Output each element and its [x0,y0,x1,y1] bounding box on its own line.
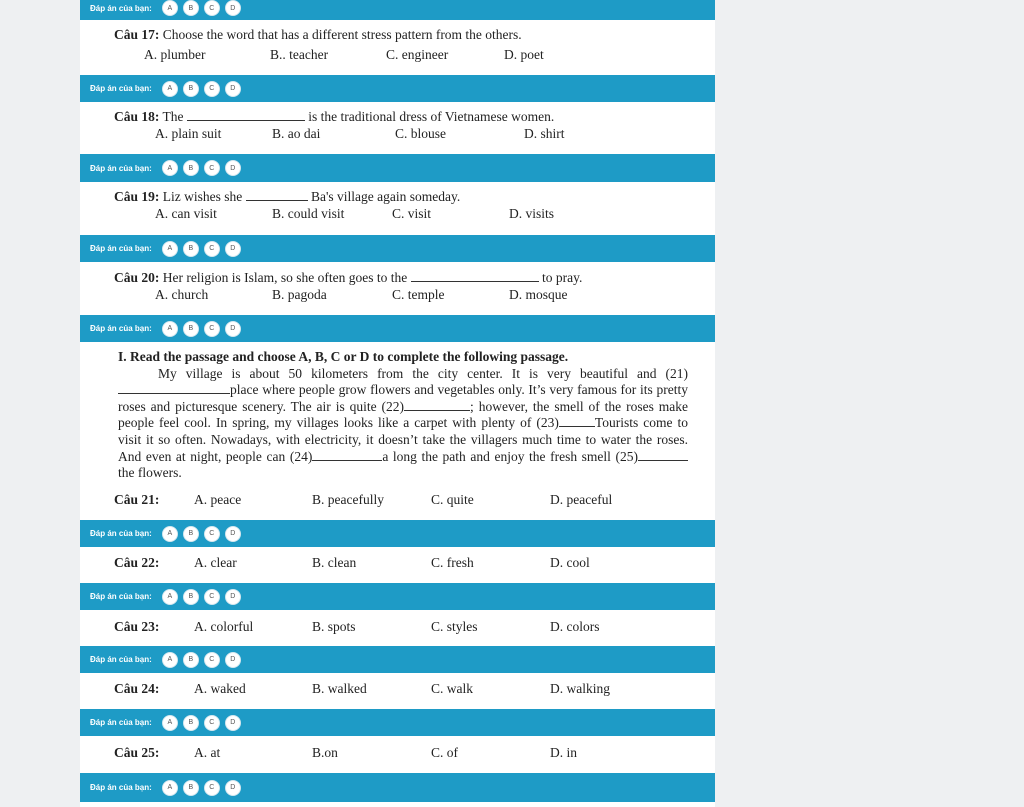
option-a-button[interactable]: A [162,241,178,257]
q18-option-a: A. plain suit [155,126,222,141]
q24-option-b: B. walked [312,681,367,696]
q22-option-c: C. fresh [431,555,474,570]
option-b-button[interactable]: B [183,589,199,605]
answer-bar-label: Đáp án của bạn: [90,592,152,601]
q20-option-b: B. pagoda [272,287,327,302]
answer-bar-q23 [80,646,715,673]
answer-blank [187,109,305,121]
option-d-button[interactable]: D [225,526,241,542]
question-text-start: Liz wishes she [159,189,243,204]
q17-option-c: C. engineer [386,47,449,62]
q19-option-a: A. can visit [155,206,217,221]
question-text-start: The [159,109,184,124]
q17-option-b: B.. teacher [270,47,329,62]
q19-option-b: B. could visit [272,206,345,221]
option-b-button[interactable]: B [183,241,199,257]
answer-bar-q21 [80,520,715,547]
q19-option-c: C. visit [392,206,432,221]
question-number: Câu 17: [114,27,160,42]
q25-option-a: A. at [194,745,221,760]
q20-option-d: D. mosque [509,287,568,302]
q17-option-d: D. poet [504,47,544,62]
q22-option-d: D. cool [550,555,590,570]
option-a-button[interactable]: A [162,81,178,97]
option-a-button[interactable]: A [162,0,178,16]
option-c-button[interactable]: C [204,81,220,97]
answer-bar-label: Đáp án của bạn: [90,655,152,664]
option-b-button[interactable]: B [183,0,199,16]
q24-option-c: C. walk [431,681,473,696]
q18-option-c: C. blouse [395,126,447,141]
option-d-button[interactable]: D [225,241,241,257]
option-d-button[interactable]: D [225,715,241,731]
q23-option-d: D. colors [550,619,600,634]
option-c-button[interactable]: C [204,0,220,16]
question-21-number: Câu 21: [114,492,160,507]
question-17 [114,27,522,43]
passage-heading: I. Read the passage and choose A, B, C or D to complete the following passage. [118,349,569,364]
question-18 [114,109,554,125]
option-a-button[interactable]: A [162,589,178,605]
option-a-button[interactable]: A [162,321,178,337]
q24-option-d: D. walking [550,681,610,696]
question-19 [114,189,460,205]
answer-bar-q18 [80,154,715,182]
answer-bar-q16 [80,0,715,20]
option-a-button[interactable]: A [162,526,178,542]
answer-bar-label: Đáp án của bạn: [90,3,152,13]
q19-option-d: D. visits [509,206,555,221]
answer-blank [411,270,539,282]
answer-blank [246,189,308,201]
option-c-button[interactable]: C [204,160,220,176]
question-24-number: Câu 24: [114,681,160,696]
question-20 [114,270,582,286]
question-text: Choose the word that has a different stress pattern from the others. [159,27,522,42]
q20-option-c: C. temple [392,287,445,302]
question-number: Câu 18: [114,109,160,124]
option-c-button[interactable]: C [204,589,220,605]
option-d-button[interactable]: D [225,780,241,796]
question-text-end: is the traditional dress of Vietnamese women. [304,109,555,124]
answer-bar-label: Đáp án của bạn: [90,718,152,727]
option-d-button[interactable]: D [225,0,241,16]
option-a-button[interactable]: A [162,715,178,731]
q22-option-b: B. clean [312,555,357,570]
answer-bar-q17 [80,75,715,102]
q25-option-c: C. of [431,745,458,760]
question-number: Câu 20: [114,270,160,285]
question-text-end: Ba's village again someday. [307,189,461,204]
q23-option-c: C. styles [431,619,478,634]
option-c-button[interactable]: C [204,652,220,668]
question-number: Câu 19: [114,189,160,204]
answer-bar-q25 [80,773,715,802]
q18-option-b: B. ao dai [272,126,321,141]
option-d-button[interactable]: D [225,652,241,668]
option-c-button[interactable]: C [204,526,220,542]
question-text-end: to pray. [538,270,583,285]
option-c-button[interactable]: C [204,780,220,796]
answer-bar-q22 [80,583,715,610]
question-text-start: Her religion is Islam, so she often goes to the [159,270,408,285]
q20-option-a: A. church [155,287,209,302]
q18-option-d: D. shirt [524,126,565,141]
q22-option-a: A. clear [194,555,237,570]
option-b-button[interactable]: B [183,780,199,796]
question-22-number: Câu 22: [114,555,160,570]
option-d-button[interactable]: D [225,81,241,97]
option-c-button[interactable]: C [204,241,220,257]
q21-option-c: C. quite [431,492,474,507]
answer-bar-label: Đáp án của bạn: [90,84,152,93]
answer-bar-label: Đáp án của bạn: [90,163,152,173]
q25-option-d: D. in [550,745,577,760]
q24-option-a: A. waked [194,681,246,696]
q21-option-b: B. peacefully [312,492,384,507]
option-b-button[interactable]: B [183,81,199,97]
option-b-button[interactable]: B [183,321,199,337]
option-b-button[interactable]: B [183,526,199,542]
answer-bar-q19 [80,235,715,262]
q23-option-b: B. spots [312,619,356,634]
question-23-number: Câu 23: [114,619,160,634]
q17-option-a: A. plumber [144,47,206,62]
answer-bar-label: Đáp án của bạn: [90,529,152,538]
option-d-button[interactable]: D [225,589,241,605]
answer-bar-label: Đáp án của bạn: [90,324,152,333]
option-a-button[interactable]: A [162,160,178,176]
q21-option-d: D. peaceful [550,492,613,507]
option-d-button[interactable]: D [225,160,241,176]
answer-bar-label: Đáp án của bạn: [90,783,152,792]
q21-option-a: A. peace [194,492,242,507]
option-b-button[interactable]: B [183,652,199,668]
q23-option-a: A. colorful [194,619,254,634]
option-a-button[interactable]: A [162,780,178,796]
answer-bar-label: Đáp án của bạn: [90,244,152,253]
option-d-button[interactable]: D [225,321,241,337]
q25-option-b: B.on [312,745,338,760]
passage-body: My village is about 50 kilometers from the city center. It is very beautiful and (21)place where people grow flowers and vegetables only. It’s very famous for its pretty roses and picturesque scenery. The air is quite (22) ; however, the smell of the roses make people feel cool. In spring, my villages looks like a carpet with plenty of (23) Tourists come to visit it so often. Nowadays, with electricity, it doesn’t take the villagers much time to water the roses. And even at night, people can (24) a long the path and enjoy the fresh smell (25) the flowers. [118,365,689,481]
option-b-button[interactable]: B [183,160,199,176]
option-b-button[interactable]: B [183,715,199,731]
option-c-button[interactable]: C [204,321,220,337]
question-25-number: Câu 25: [114,745,160,760]
answer-bar-q20 [80,315,715,342]
option-a-button[interactable]: A [162,652,178,668]
option-c-button[interactable]: C [204,715,220,731]
reading-passage [118,349,688,482]
answer-bar-q24 [80,709,715,736]
